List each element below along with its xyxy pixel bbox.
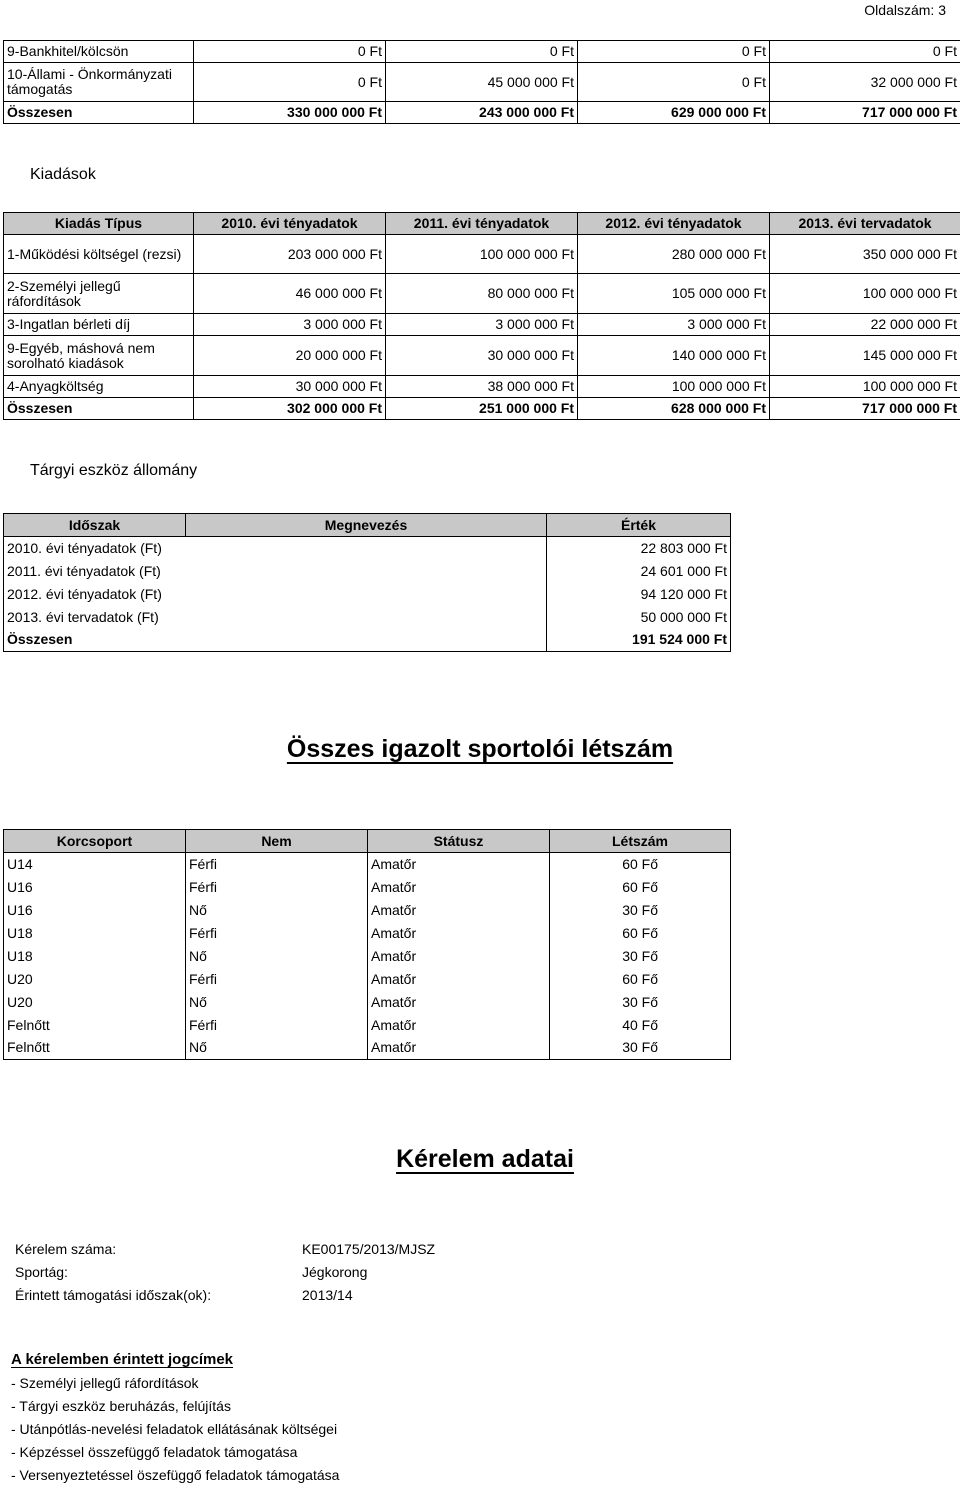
age-group-cell: U20 bbox=[4, 991, 186, 1014]
value-cell: 94 120 000 Ft bbox=[547, 583, 731, 606]
gender-cell: Férfi bbox=[186, 876, 368, 899]
column-header: Megnevezés bbox=[186, 514, 547, 537]
table-row bbox=[4, 560, 731, 583]
income-table bbox=[3, 40, 960, 124]
field-label: Érintett támogatási időszak(ok): bbox=[15, 1284, 302, 1307]
table-row bbox=[4, 274, 960, 314]
cell-value: 100 000 000 Ft bbox=[770, 376, 960, 398]
column-header: Korcsoport bbox=[4, 830, 186, 853]
age-group-cell: U20 bbox=[4, 968, 186, 991]
application-fields bbox=[15, 1238, 535, 1307]
gender-cell: Nő bbox=[186, 1037, 368, 1060]
count-cell: 30 Fő bbox=[550, 991, 731, 1014]
cell-value: 3 000 000 Ft bbox=[578, 314, 770, 336]
field-value: Jégkorong bbox=[302, 1261, 535, 1284]
age-group-cell: U14 bbox=[4, 853, 186, 876]
name-cell bbox=[186, 537, 547, 560]
cell-value: 22 000 000 Ft bbox=[770, 314, 960, 336]
cell-value: 3 000 000 Ft bbox=[194, 314, 386, 336]
age-group-cell: U18 bbox=[4, 922, 186, 945]
table-row bbox=[4, 1037, 731, 1060]
field-row bbox=[15, 1238, 535, 1261]
total-value: 251 000 000 Ft bbox=[386, 398, 578, 420]
period-cell: 2010. évi tényadatok (Ft) bbox=[4, 537, 186, 560]
age-group-cell: U16 bbox=[4, 876, 186, 899]
age-group-cell: Felnőtt bbox=[4, 1014, 186, 1037]
gender-cell: Nő bbox=[186, 991, 368, 1014]
column-header: 2013. évi tervadatok bbox=[770, 213, 960, 235]
status-cell: Amatőr bbox=[368, 876, 550, 899]
table-header-row bbox=[4, 830, 731, 853]
gender-cell: Nő bbox=[186, 945, 368, 968]
field-label: Kérelem száma: bbox=[15, 1238, 302, 1261]
column-header: Érték bbox=[547, 514, 731, 537]
count-cell: 30 Fő bbox=[550, 1037, 731, 1060]
table-row bbox=[4, 235, 960, 274]
table-row bbox=[4, 899, 731, 922]
status-cell: Amatőr bbox=[368, 922, 550, 945]
column-header: 2011. évi tényadatok bbox=[386, 213, 578, 235]
cell-value: 0 Ft bbox=[770, 41, 960, 63]
total-label: Összesen bbox=[4, 398, 194, 420]
total-label: Összesen bbox=[4, 102, 194, 124]
table-row bbox=[4, 1014, 731, 1037]
status-cell: Amatőr bbox=[368, 1014, 550, 1037]
age-group-cell: U18 bbox=[4, 945, 186, 968]
status-cell: Amatőr bbox=[368, 945, 550, 968]
cell-value: 100 000 000 Ft bbox=[770, 274, 960, 314]
cell-value: 350 000 000 Ft bbox=[770, 235, 960, 274]
column-header: 2012. évi tényadatok bbox=[578, 213, 770, 235]
name-cell bbox=[186, 583, 547, 606]
table-row bbox=[4, 945, 731, 968]
total-value: 717 000 000 Ft bbox=[770, 102, 960, 124]
row-label: 2-Személyi jellegű ráfordítások bbox=[4, 274, 194, 314]
period-cell: 2011. évi tényadatok (Ft) bbox=[4, 560, 186, 583]
total-row bbox=[4, 102, 960, 124]
total-value: 717 000 000 Ft bbox=[770, 398, 960, 420]
gender-cell: Férfi bbox=[186, 853, 368, 876]
row-label: 4-Anyagköltség bbox=[4, 376, 194, 398]
list-item: - Személyi jellegű ráfordítások bbox=[11, 1372, 339, 1395]
page-number: Oldalszám: 3 bbox=[864, 2, 946, 18]
application-title: Kérelem adatai bbox=[0, 1145, 960, 1174]
total-value: 628 000 000 Ft bbox=[578, 398, 770, 420]
athletes-title: Összes igazolt sportolói létszám bbox=[0, 735, 960, 764]
column-header: Nem bbox=[186, 830, 368, 853]
status-cell: Amatőr bbox=[368, 991, 550, 1014]
table-row bbox=[4, 583, 731, 606]
cell-value: 100 000 000 Ft bbox=[578, 376, 770, 398]
count-cell: 60 Fő bbox=[550, 876, 731, 899]
column-header: Létszám bbox=[550, 830, 731, 853]
total-value: 330 000 000 Ft bbox=[194, 102, 386, 124]
status-cell: Amatőr bbox=[368, 853, 550, 876]
field-row bbox=[15, 1261, 535, 1284]
table-row bbox=[4, 876, 731, 899]
column-header: Időszak bbox=[4, 514, 186, 537]
name-cell bbox=[186, 560, 547, 583]
column-header: Státusz bbox=[368, 830, 550, 853]
period-cell: 2013. évi tervadatok (Ft) bbox=[4, 606, 186, 629]
cell-value: 0 Ft bbox=[386, 41, 578, 63]
table-row bbox=[4, 968, 731, 991]
list-item: - Utánpótlás-nevelési feladatok ellátásának költségei bbox=[11, 1418, 339, 1441]
column-header: Kiadás Típus bbox=[4, 213, 194, 235]
cell-value: 46 000 000 Ft bbox=[194, 274, 386, 314]
cell-value: 80 000 000 Ft bbox=[386, 274, 578, 314]
cell-value: 30 000 000 Ft bbox=[194, 376, 386, 398]
assets-section-title: Tárgyi eszköz állomány bbox=[30, 462, 197, 480]
cell-value: 0 Ft bbox=[194, 41, 386, 63]
field-label: Sportág: bbox=[15, 1261, 302, 1284]
cell-value: 30 000 000 Ft bbox=[386, 336, 578, 376]
cell-value: 38 000 000 Ft bbox=[386, 376, 578, 398]
cell-value: 32 000 000 Ft bbox=[770, 63, 960, 102]
list-item: - Tárgyi eszköz beruházás, felújítás bbox=[11, 1395, 339, 1418]
value-cell: 50 000 000 Ft bbox=[547, 606, 731, 629]
row-label: 3-Ingatlan bérleti díj bbox=[4, 314, 194, 336]
gender-cell: Férfi bbox=[186, 968, 368, 991]
table-row bbox=[4, 606, 731, 629]
cell-value: 0 Ft bbox=[578, 41, 770, 63]
cell-value: 280 000 000 Ft bbox=[578, 235, 770, 274]
total-value: 302 000 000 Ft bbox=[194, 398, 386, 420]
cell-value: 105 000 000 Ft bbox=[578, 274, 770, 314]
value-cell: 22 803 000 Ft bbox=[547, 537, 731, 560]
table-row bbox=[4, 336, 960, 376]
table-row bbox=[4, 63, 960, 102]
table-header-row bbox=[4, 213, 960, 235]
status-cell: Amatőr bbox=[368, 968, 550, 991]
table-row bbox=[4, 376, 960, 398]
row-label: 10-Állami - Önkormányzati támogatás bbox=[4, 63, 194, 102]
table-row bbox=[4, 537, 731, 560]
cell-value: 0 Ft bbox=[194, 63, 386, 102]
expenses-section-title: Kiadások bbox=[30, 166, 96, 184]
name-cell bbox=[186, 606, 547, 629]
total-spacer bbox=[186, 629, 547, 652]
row-label: 9-Egyéb, máshová nem sorolható kiadások bbox=[4, 336, 194, 376]
cell-value: 203 000 000 Ft bbox=[194, 235, 386, 274]
table-row bbox=[4, 853, 731, 876]
field-value: 2013/14 bbox=[302, 1284, 535, 1307]
gender-cell: Nő bbox=[186, 899, 368, 922]
legal-basis-title: A kérelemben érintett jogcímek bbox=[11, 1351, 233, 1368]
cell-value: 3 000 000 Ft bbox=[386, 314, 578, 336]
table-row bbox=[4, 991, 731, 1014]
field-row bbox=[15, 1284, 535, 1307]
field-value: KE00175/2013/MJSZ bbox=[302, 1238, 535, 1261]
legal-basis-list bbox=[11, 1372, 339, 1487]
assets-table bbox=[3, 513, 731, 652]
age-group-cell: Felnőtt bbox=[4, 1037, 186, 1060]
gender-cell: Férfi bbox=[186, 922, 368, 945]
age-group-cell: U16 bbox=[4, 899, 186, 922]
count-cell: 40 Fő bbox=[550, 1014, 731, 1037]
cell-value: 145 000 000 Ft bbox=[770, 336, 960, 376]
count-cell: 60 Fő bbox=[550, 922, 731, 945]
column-header: 2010. évi tényadatok bbox=[194, 213, 386, 235]
row-label: 9-Bankhitel/kölcsön bbox=[4, 41, 194, 63]
value-cell: 24 601 000 Ft bbox=[547, 560, 731, 583]
period-cell: 2012. évi tényadatok (Ft) bbox=[4, 583, 186, 606]
table-row bbox=[4, 922, 731, 945]
gender-cell: Férfi bbox=[186, 1014, 368, 1037]
cell-value: 45 000 000 Ft bbox=[386, 63, 578, 102]
count-cell: 60 Fő bbox=[550, 853, 731, 876]
expenses-table bbox=[3, 212, 960, 420]
list-item: - Képzéssel összefüggő feladatok támogatása bbox=[11, 1441, 339, 1464]
list-item: - Versenyeztetéssel öszefüggő feladatok támogatása bbox=[11, 1464, 339, 1487]
total-label: Összesen bbox=[4, 629, 186, 652]
total-row bbox=[4, 629, 731, 652]
total-value: 243 000 000 Ft bbox=[386, 102, 578, 124]
count-cell: 60 Fő bbox=[550, 968, 731, 991]
status-cell: Amatőr bbox=[368, 1037, 550, 1060]
athletes-table bbox=[3, 829, 731, 1060]
total-row bbox=[4, 398, 960, 420]
table-header-row bbox=[4, 514, 731, 537]
table-row bbox=[4, 41, 960, 63]
row-label: 1-Működési költségel (rezsi) bbox=[4, 235, 194, 274]
status-cell: Amatőr bbox=[368, 899, 550, 922]
cell-value: 0 Ft bbox=[578, 63, 770, 102]
cell-value: 140 000 000 Ft bbox=[578, 336, 770, 376]
cell-value: 20 000 000 Ft bbox=[194, 336, 386, 376]
count-cell: 30 Fő bbox=[550, 899, 731, 922]
table-row bbox=[4, 314, 960, 336]
total-value: 191 524 000 Ft bbox=[547, 629, 731, 652]
count-cell: 30 Fő bbox=[550, 945, 731, 968]
cell-value: 100 000 000 Ft bbox=[386, 235, 578, 274]
total-value: 629 000 000 Ft bbox=[578, 102, 770, 124]
